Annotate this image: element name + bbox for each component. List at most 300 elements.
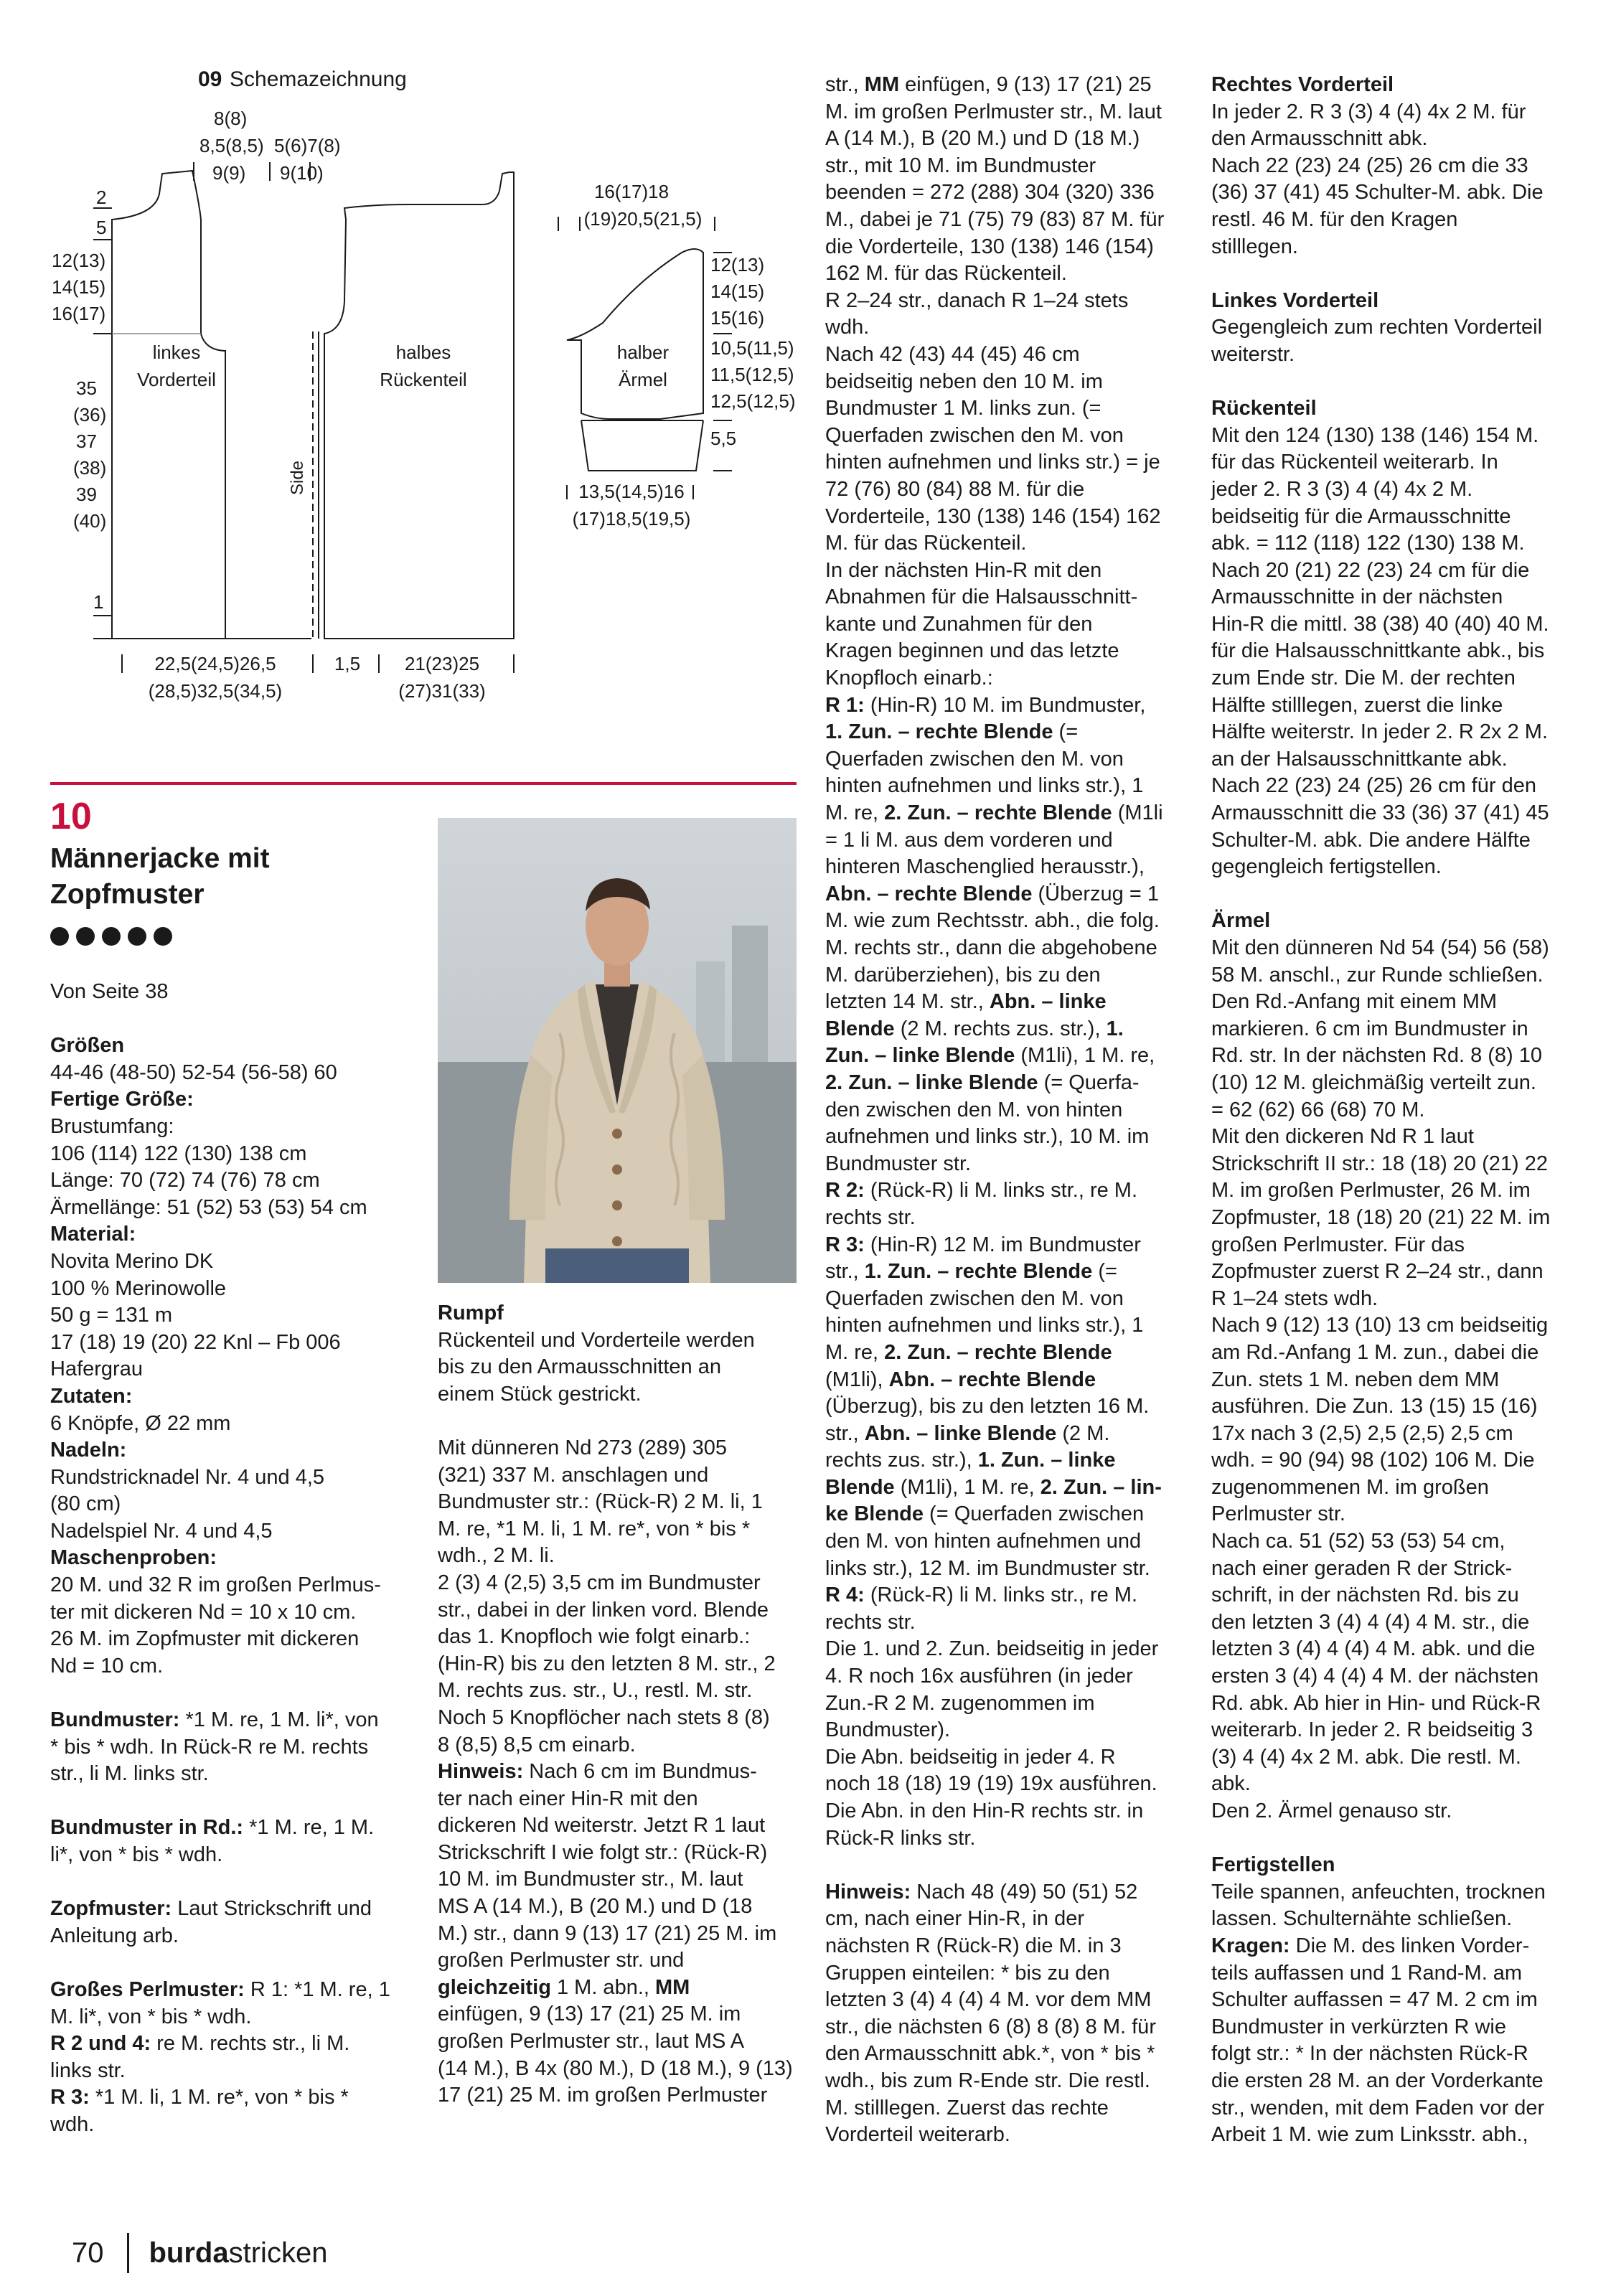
- body-line: Vorderteile, 130 (138) 146 (154) 162: [825, 504, 1161, 528]
- from-page: Von Seite 38: [50, 980, 169, 1003]
- body-line: markieren. 6 cm im Bundmuster in: [1211, 1017, 1528, 1040]
- body-line: [825, 72, 1198, 99]
- row-4: [825, 1582, 1198, 1609]
- body-line: Nach 22 (23) 24 (25) 26 cm für den: [1211, 774, 1536, 798]
- body-line: Rück-R links str.: [825, 1826, 976, 1850]
- collar-line: [1211, 1933, 1599, 1960]
- body-text: str.,: [825, 73, 865, 96]
- body-line: cm, nach einer Hin-R, in der: [825, 1907, 1085, 1931]
- body-line: = 62 (62) 66 (68) 70 M.: [1211, 1098, 1425, 1121]
- height-measure: 12(13): [52, 250, 106, 271]
- back-heading: Rückenteil: [1211, 397, 1317, 420]
- row-label: R 2:: [825, 1179, 865, 1203]
- body-text: (2 M.: [1056, 1421, 1110, 1445]
- sleeve-measure: 15(16): [710, 307, 765, 329]
- body-line: Gruppen einteilen: * bis zu den: [825, 1961, 1110, 1985]
- marker-bold: MM: [864, 73, 900, 96]
- front-label: Vorderteil: [137, 369, 216, 390]
- body-line: gegengleich fertigstellen.: [1211, 855, 1442, 879]
- body-line: 8 (8,5) 8,5 cm einarb.: [438, 1733, 636, 1756]
- height-measure: 39: [76, 484, 97, 505]
- body-line: [825, 1367, 1198, 1394]
- body-line: Zopfmuster, 18 (18) 20 (21) 22 M. im: [1211, 1205, 1551, 1229]
- body-line: 162 M. für das Rückenteil.: [825, 262, 1067, 286]
- body-text: Die M. des linken Vorder-: [1289, 1934, 1530, 1957]
- body-text: (M1li), 1 M. re,: [1015, 1044, 1155, 1068]
- sleeve-measure: 12,5(12,5): [710, 390, 796, 412]
- neck-measure: 9(10): [280, 162, 324, 184]
- body-line: Teile spannen, anfeuchten, trocknen: [1211, 1880, 1546, 1904]
- gauge-line: ter mit dickeren Nd = 10 x 10 cm.: [50, 1600, 357, 1624]
- body-line: (Hin-R) bis zu den letzten 8 M. str., 2: [438, 1652, 776, 1675]
- body-line: beidseitig für die Armausschnitte: [1211, 504, 1511, 528]
- body-line: [825, 1447, 1198, 1474]
- seed-row-2-4-text: re M. rechts str., li M.: [151, 2032, 350, 2056]
- brand-name-light: stricken: [228, 2236, 328, 2269]
- page-number: 70: [72, 2236, 104, 2269]
- right-front-heading: Rechtes Vorderteil: [1211, 73, 1394, 96]
- body-line: noch 18 (18) 19 (19) 19x ausführen.: [825, 1772, 1157, 1796]
- body-line: hinten aufnehmen und links str.) = je: [825, 451, 1160, 474]
- body-line: str., dabei in der linken vord. Blende: [438, 1598, 769, 1622]
- body-line: ter nach einer Hin-R mit den: [438, 1787, 698, 1810]
- difficulty-rating: [50, 927, 172, 946]
- finished-size-heading: Fertige Größe:: [50, 1088, 194, 1111]
- bold-term: 1. Zun. – rechte Blende: [864, 1260, 1093, 1284]
- body-line: weiterarb. In jeder 2. R beidseitig 3: [1211, 1718, 1533, 1742]
- body-line: M. rechts str., dann die abgehobene: [825, 936, 1157, 959]
- width-measure: 21(23)25: [404, 653, 480, 674]
- body-line: (10) 12 M. gleichmäßig verteilt zun.: [1211, 1071, 1536, 1094]
- rumpf-line: bis zu den Armausschnitten an: [438, 1355, 721, 1379]
- needles-line: Nadelspiel Nr. 4 und 4,5: [50, 1519, 273, 1543]
- height-measure: 16(17): [52, 303, 106, 324]
- body-line: jeder 2. R 3 (3) 4 (4) 4x 2 M.: [1211, 477, 1473, 501]
- column-4: [1211, 72, 1599, 2149]
- body-line: für das Rückenteil weiterarb. In: [1211, 451, 1498, 474]
- cable-line: Anleitung arb.: [50, 1924, 179, 1947]
- body-line: Zun. stets 1 M. neben dem MM: [1211, 1368, 1500, 1391]
- body-line: M. re, *1 M. li, 1 M. re*, von * bis *: [438, 1517, 751, 1540]
- body-text: (M1li: [1112, 801, 1163, 825]
- body-line: [825, 800, 1198, 827]
- body-line: beidseitig neben den 10 M. im: [825, 370, 1103, 393]
- body-text: (2 M. rechts zus. str.),: [894, 1017, 1107, 1040]
- body-line: Knopfloch einarb.:: [825, 667, 993, 690]
- body-text: letzten 14 M. str.,: [825, 990, 990, 1014]
- bold-term: 1.: [1106, 1017, 1124, 1040]
- body-line: abk.: [1211, 1772, 1251, 1796]
- seed-line: links str.: [50, 2059, 126, 2082]
- body-line: letzten 3 (4) 4 (4) 4 M. vor dem MM: [825, 1988, 1152, 2012]
- body-line: Nach ca. 51 (52) 53 (53) 54 cm,: [1211, 1530, 1505, 1553]
- marker-bold: MM: [655, 1975, 690, 1999]
- seed-heading: Großes Perlmuster:: [50, 1977, 245, 2001]
- seed-text: R 1: *1 M. re, 1: [244, 1977, 390, 2001]
- hinweis-line: [438, 1759, 797, 1786]
- body-line: schrift, in der nächsten Rd. bis zu: [1211, 1584, 1519, 1607]
- row-label: R 4:: [825, 1584, 865, 1607]
- front-label: linkes: [152, 342, 201, 363]
- body-line: teils auffassen und 1 Rand-M. am: [1211, 1961, 1523, 1985]
- body-line: zum Ende str. Die M. der rechten: [1211, 667, 1516, 690]
- body-line: (3) 4 (4) 4x 2 M. abk. Die restl. M.: [1211, 1745, 1521, 1769]
- body-line: [825, 719, 1198, 746]
- body-line: M. wie zum Rechtsstr. abh., die folg.: [825, 909, 1160, 933]
- body-line: [825, 1421, 1198, 1448]
- neck-measure: 5(6)7(8): [274, 135, 341, 156]
- body-text: (Hin-R) 12 M. im Bundmuster: [864, 1233, 1141, 1256]
- body-text: str.,: [825, 1421, 865, 1445]
- body-line: M. darüberziehen), bis zu den: [825, 963, 1101, 987]
- material-line: 50 g = 131 m: [50, 1304, 173, 1327]
- body-line: Hälfte stilllegen, zuerst die linke: [1211, 693, 1503, 717]
- body-line: den letzten 3 (4) 4 (4) 4 M. str., die: [1211, 1610, 1530, 1634]
- body-line: (321) 337 M. anschlagen und: [438, 1463, 709, 1487]
- body-line: [438, 1975, 797, 2002]
- body-line: hinten aufnehmen und links str.), 1: [825, 774, 1144, 798]
- bold-term: 2. Zun. – linke Blende: [825, 1071, 1038, 1094]
- body-line: rechts str.: [825, 1205, 916, 1229]
- body-line: Vorderteil weiterarb.: [825, 2123, 1010, 2147]
- body-line: dickeren Nd weiterstr. Jetzt R 1 laut: [438, 1814, 766, 1838]
- body-line: hinteren Maschenglied herausstr.),: [825, 855, 1145, 879]
- body-line: Gegengleich zum rechten Vorderteil: [1211, 316, 1543, 339]
- body-line: Perlmuster str.: [1211, 1502, 1345, 1526]
- sleeve-length-text: Ärmellänge: 51 (52) 53 (53) 54 cm: [50, 1195, 367, 1219]
- body-line: Die 1. und 2. Zun. beidseitig in jeder: [825, 1637, 1159, 1661]
- body-line: Bundmuster in verkürzten R wie: [1211, 2015, 1506, 2038]
- body-line: abk. = 112 (118) 122 (130) 138 M.: [1211, 532, 1525, 555]
- gauge-line: 26 M. im Zopfmuster mit dickeren: [50, 1627, 360, 1651]
- body-text: (Rück-R) li M. links str., re M.: [864, 1179, 1138, 1203]
- body-line: [825, 1474, 1198, 1502]
- body-line: Armausschnitte in der nächsten: [1211, 585, 1503, 609]
- body-text: (Hin-R) 10 M. im Bundmuster,: [864, 693, 1146, 717]
- body-line: Die Abn. beidseitig in jeder 4. R: [825, 1745, 1116, 1769]
- body-line: das 1. Knopfloch wie folgt einarb.:: [438, 1625, 751, 1649]
- body-line: [825, 1340, 1198, 1367]
- body-line: str., wenden, mit dem Faden vor der: [1211, 2096, 1545, 2119]
- body-line: Nach 42 (43) 44 (45) 46 cm: [825, 342, 1080, 366]
- bold-term: 2. Zun. – rechte Blende: [884, 801, 1112, 825]
- body-line: (Überzug), bis zu den letzten 16 M.: [825, 1395, 1150, 1418]
- body-line: stilllegen.: [1211, 235, 1298, 258]
- body-line: Querfaden zwischen den M. von: [825, 747, 1124, 771]
- body-line: [825, 881, 1198, 908]
- body-line: zugenommenen M. im großen: [1211, 1475, 1489, 1499]
- model-photo: [438, 818, 797, 1283]
- body-line: Hälfte weiterstr. In jeder 2. R 2x 2 M.: [1211, 720, 1549, 744]
- body-line: [825, 1501, 1198, 1528]
- body-line: den zwischen den M. von hinten: [825, 1098, 1123, 1121]
- body-text: (= Querfa-: [1038, 1071, 1140, 1094]
- body-line: (36) 37 (41) 45 Schulter-M. abk. Die: [1211, 181, 1544, 204]
- column-3: [825, 72, 1198, 2149]
- body-line: weiterstr.: [1211, 342, 1295, 366]
- row-2: [825, 1177, 1198, 1205]
- chest-text: 106 (114) 122 (130) 138 cm: [50, 1142, 307, 1165]
- body-text: (Rück-R) li M. links str., re M.: [864, 1584, 1138, 1607]
- length-text: Länge: 70 (72) 74 (76) 78 cm: [50, 1169, 320, 1192]
- column-1: [50, 979, 402, 2139]
- body-line: str., mit 10 M. im Bundmuster: [825, 154, 1096, 177]
- bold-term: Blende: [825, 1475, 895, 1499]
- body-line: Zun.-R 2 M. zugenommen im: [825, 1691, 1095, 1715]
- body-line: Arbeit 1 M. wie zum Linksstr. abh.,: [1211, 2123, 1528, 2147]
- seed-pattern: [50, 1977, 402, 2004]
- sleeve-measure: 11,5(12,5): [710, 364, 794, 385]
- body-line: aufnehmen und links str.), 10 M. im: [825, 1125, 1150, 1149]
- height-measure: (38): [73, 457, 107, 479]
- body-line: Bundmuster str.: (Rück-R) 2 M. li, 1: [438, 1490, 763, 1514]
- body-line: hinten aufnehmen und links str.), 1: [825, 1314, 1144, 1337]
- seed-row-3-text: *1 M. li, 1 M. re*, von * bis *: [89, 2086, 349, 2109]
- needles-line: (80 cm): [50, 1492, 121, 1516]
- body-line: R 2–24 str., danach R 1–24 stets: [825, 288, 1129, 312]
- body-line: R 1–24 stets wdh.: [1211, 1286, 1378, 1310]
- body-text: M. re,: [825, 801, 885, 825]
- body-line: Die Abn. in den Hin-R rechts str. in: [825, 1799, 1144, 1822]
- body-line: kante und Zunahmen für den: [825, 612, 1093, 636]
- body-text: str.,: [825, 1260, 865, 1284]
- neck-measure: 8(8): [214, 108, 248, 129]
- bold-term: 2. Zun. – rechte Blende: [884, 1340, 1112, 1364]
- difficulty-dot: [102, 927, 121, 946]
- seed-line: M. li*, von * bis * wdh.: [50, 2005, 252, 2028]
- chest-label: Brustumfang:: [50, 1114, 174, 1138]
- material-line: 100 % Merinowolle: [50, 1276, 227, 1300]
- body-line: In jeder 2. R 3 (3) 4 (4) 4x 2 M. für: [1211, 100, 1526, 123]
- body-line: M., dabei je 71 (75) 79 (83) 87 M. für: [825, 207, 1165, 231]
- finishing-heading: Fertigstellen: [1211, 1853, 1335, 1877]
- sizes-text: 44-46 (48-50) 52-54 (56-58) 60: [50, 1060, 337, 1084]
- body-line: Bundmuster str.: [825, 1152, 972, 1175]
- bold-term: Abn. – rechte Blende: [825, 882, 1033, 905]
- rib-pattern: [50, 1707, 402, 1734]
- sleeve-measure: 13,5(14,5)16: [578, 481, 685, 502]
- body-line: Zopfmuster zuerst R 2–24 str., dann: [1211, 1260, 1544, 1284]
- sleeve-measure: 14(15): [710, 281, 765, 302]
- body-line: Strickschrift II str.: 18 (18) 20 (21) 22: [1211, 1152, 1548, 1175]
- sizes-heading: Größen: [50, 1034, 125, 1058]
- width-measure: 1,5: [334, 653, 361, 674]
- body-line: Kragen beginnen und das letzte: [825, 639, 1119, 663]
- body-line: Schulter auffassen = 47 M. 2 cm im: [1211, 1988, 1538, 2012]
- height-measure: 2: [96, 187, 107, 208]
- difficulty-dot: [50, 927, 69, 946]
- body-line: nach einer geraden R der Strick-: [1211, 1556, 1513, 1580]
- seed-row-2-4-heading: R 2 und 4:: [50, 2032, 151, 2056]
- body-line: den Armausschnitt abk.: [1211, 127, 1428, 151]
- body-line: Bundmuster).: [825, 1718, 951, 1742]
- body-line: M. im großen Perlmuster, 26 M. im: [1211, 1179, 1531, 1203]
- body-text: (= Querfaden zwischen: [924, 1502, 1145, 1526]
- body-line: = 1 li M. aus dem vorderen und: [825, 828, 1113, 852]
- sleeve-label: halber: [616, 342, 670, 363]
- body-line: ersten 3 (4) 4 (4) 4 M. der nächsten: [1211, 1665, 1539, 1688]
- collar-heading: Kragen:: [1211, 1934, 1290, 1957]
- body-line: beenden = 272 (288) 304 (320) 336: [825, 181, 1155, 204]
- back-label: Rückenteil: [380, 369, 467, 390]
- body-line: wdh., 2 M. li.: [438, 1544, 555, 1568]
- gleichzeitig-bold: gleichzeitig: [438, 1975, 551, 1999]
- body-text: Nach 48 (49) 50 (51) 52: [911, 1880, 1138, 1904]
- body-line: Bundmuster 1 M. links zun. (=: [825, 397, 1101, 420]
- body-line: M. stilllegen. Zuerst das rechte: [825, 2096, 1109, 2119]
- body-line: Armausschnitt die 33 (36) 37 (41) 45: [1211, 801, 1549, 825]
- sleeve-measure: (17)18,5(19,5): [572, 508, 691, 530]
- needles-line: Rundstricknadel Nr. 4 und 4,5: [50, 1465, 325, 1489]
- sleeve-measure: 16(17)18: [593, 181, 670, 202]
- sleeve-measure: 10,5(11,5): [710, 337, 794, 359]
- cable-text: Laut Strickschrift und: [172, 1897, 372, 1921]
- height-measure: 37: [76, 430, 97, 452]
- cable-pattern: [50, 1896, 402, 1923]
- body-line: M. rechts zus. str., U., restl. M. str.: [438, 1679, 753, 1703]
- body-line: Hin-R die mittl. 38 (38) 40 (40) 40 M.: [1211, 612, 1549, 636]
- rumpf-heading: Rumpf: [438, 1302, 504, 1325]
- body-line: 2 (3) 4 (2,5) 3,5 cm im Bundmuster: [438, 1571, 761, 1594]
- body-line: einfügen, 9 (13) 17 (21) 25 M. im: [438, 2003, 741, 2026]
- gauge-line: 20 M. und 32 R im großen Perlmus-: [50, 1573, 381, 1597]
- height-measure: (40): [73, 510, 107, 532]
- body-text: einfügen, 9 (13) 17 (21) 25: [899, 73, 1152, 96]
- width-measure: (28,5)32,5(34,5): [148, 680, 283, 702]
- body-line: M. für das Rückenteil.: [825, 532, 1027, 555]
- body-line: A (14 M.), B (20 M.) und D (18 M.): [825, 127, 1140, 151]
- body-line: [825, 1258, 1198, 1286]
- height-measure: 14(15): [52, 276, 106, 298]
- gauge-heading: Maschenproben:: [50, 1546, 217, 1570]
- height-measure: 35: [76, 377, 97, 399]
- sleeve-measure: 12(13): [710, 254, 765, 276]
- rib-round-pattern: [50, 1815, 402, 1842]
- body-line: Mit dünneren Nd 273 (289) 305: [438, 1436, 728, 1459]
- row-3: [825, 1232, 1198, 1259]
- body-line: Strickschrift I wie folgt str.: (Rück-R): [438, 1840, 768, 1864]
- sleeve-label: Ärmel: [619, 369, 667, 390]
- seed-row-2-4: [50, 2031, 402, 2058]
- body-line: MS A (14 M.), B (20 M.) und D (18: [438, 1895, 753, 1919]
- body-line: folgt str.: * In der nächsten Rück-R: [1211, 2042, 1528, 2066]
- schematic-drawing: [36, 65, 796, 702]
- body-line: M. im großen Perlmuster str., M. laut: [825, 100, 1162, 123]
- notions-text: 6 Knöpfe, Ø 22 mm: [50, 1411, 231, 1435]
- neck-measure: 8,5(8,5): [199, 135, 264, 156]
- body-line: [825, 1043, 1198, 1070]
- width-measure: (27)31(33): [398, 680, 486, 702]
- body-line: den Armausschnitt abk.*, von * bis *: [825, 2042, 1155, 2066]
- body-line: restl. 46 M. für den Kragen: [1211, 207, 1458, 231]
- body-line: Abnahmen für die Halsausschnitt-: [825, 585, 1138, 609]
- body-line: großen Perlmuster str. und: [438, 1949, 685, 1972]
- needles-heading: Nadeln:: [50, 1439, 127, 1462]
- bold-term: Abn. – rechte Blende: [888, 1368, 1096, 1391]
- rib-round-text: *1 M. re, 1 M.: [243, 1816, 375, 1840]
- body-line: [825, 1016, 1198, 1043]
- cardigan-photo-illustration: [438, 818, 797, 1283]
- body-line: Mit den 124 (130) 138 (146) 154 M.: [1211, 423, 1539, 447]
- sleeves-heading: Ärmel: [1211, 909, 1271, 933]
- left-front-heading: Linkes Vorderteil: [1211, 288, 1379, 312]
- body-line: wdh.: [825, 316, 870, 339]
- body-line: [825, 989, 1198, 1016]
- schematic-number: 09: [198, 67, 222, 91]
- height-measure: 5: [96, 217, 107, 238]
- rib-round-heading: Bundmuster in Rd.:: [50, 1816, 244, 1840]
- material-line: Novita Merino DK: [50, 1249, 214, 1273]
- body-text: (=: [1053, 720, 1079, 744]
- body-line: Mit den dünneren Nd 54 (54) 56 (58): [1211, 936, 1549, 959]
- section-divider: [50, 782, 797, 785]
- footer-divider: [127, 2233, 129, 2273]
- body-line: Mit den dickeren Nd R 1 laut: [1211, 1125, 1474, 1149]
- seed-line: wdh.: [50, 2112, 95, 2136]
- width-measure: 22,5(24,5)26,5: [154, 653, 276, 674]
- hinweis-text: Nach 6 cm im Bundmus-: [523, 1760, 757, 1784]
- brand-name-bold: burda: [149, 2236, 229, 2269]
- body-line: wdh. = 90 (94) 98 (102) 106 M. Die: [1211, 1449, 1535, 1472]
- body-text: (M1li),: [825, 1368, 889, 1391]
- back-label: halbes: [395, 342, 451, 363]
- rumpf-line: Rückenteil und Vorderteile werden: [438, 1328, 755, 1352]
- body-line: str., die nächsten 6 (8) 8 (8) 8 M. für: [825, 2015, 1156, 2038]
- body-text: (Überzug = 1: [1032, 882, 1159, 905]
- body-line: 58 M. anschl., zur Runde schließen.: [1211, 963, 1544, 987]
- body-line: Rd. str. In der nächsten Rd. 8 (8) 10: [1211, 1044, 1543, 1068]
- body-line: großen Perlmuster. Für das: [1211, 1233, 1465, 1256]
- body-text: (M1li), 1 M. re,: [894, 1475, 1040, 1499]
- article-number: 10: [50, 796, 92, 837]
- rib-pattern-line: str., li M. links str.: [50, 1762, 209, 1786]
- body-line: M.) str., dann 9 (13) 17 (21) 25 M. im: [438, 1921, 777, 1945]
- sleeve-measure: (19)20,5(21,5): [583, 208, 703, 230]
- body-text: M. re,: [825, 1340, 885, 1364]
- bold-term: Zun. – linke Blende: [825, 1044, 1015, 1068]
- difficulty-dot: [76, 927, 95, 946]
- sleeve-measure: 5,5: [710, 428, 737, 449]
- body-line: am Rd.-Anfang 1 M. zun., dabei die: [1211, 1340, 1539, 1364]
- hinweis-2: [825, 1879, 1198, 1906]
- body-line: Den 2. Ärmel genauso str.: [1211, 1799, 1452, 1822]
- body-line: letzten 3 (4) 4 (4) 4 M. abk. und die: [1211, 1637, 1536, 1661]
- page-footer: [72, 2231, 327, 2274]
- material-heading: Material:: [50, 1223, 136, 1246]
- bold-term: 1. Zun. – linke: [977, 1449, 1116, 1472]
- neck-measure: 9(9): [212, 162, 246, 184]
- article-title: Männerjacke mit Zopfmuster: [50, 843, 270, 910]
- body-line: 72 (76) 80 (84) 88 M. für die: [825, 477, 1085, 501]
- body-line: links str.), 12 M. im Bundmuster str.: [825, 1556, 1150, 1580]
- body-line: 17 (21) 25 M. im großen Perlmuster: [438, 2084, 768, 2107]
- bold-term: Abn. – linke: [989, 990, 1107, 1014]
- rib-pattern-heading: Bundmuster:: [50, 1708, 180, 1732]
- body-line: Nach 20 (21) 22 (23) 24 cm für die: [1211, 558, 1530, 582]
- side-label: Side: [288, 460, 307, 495]
- rib-pattern-text: *1 M. re, 1 M. li*, von: [179, 1708, 379, 1732]
- body-line: die ersten 28 M. an der Vorderkante: [1211, 2069, 1544, 2092]
- body-line: den M. von hinten aufnehmen und: [825, 1530, 1142, 1553]
- body-text: (=: [1092, 1260, 1117, 1284]
- hinweis-heading: Hinweis:: [825, 1880, 911, 1904]
- bold-term: 2. Zun. – lin-: [1040, 1475, 1162, 1499]
- body-line: wdh., bis zum R-Ende str. Die restl.: [825, 2069, 1150, 2092]
- height-measure: 1: [93, 591, 104, 613]
- body-line: Den Rd.-Anfang mit einem MM: [1211, 990, 1498, 1014]
- row-label: R 1:: [825, 693, 865, 717]
- body-line: nächsten R (Rück-R) die M. in 3: [825, 1934, 1122, 1957]
